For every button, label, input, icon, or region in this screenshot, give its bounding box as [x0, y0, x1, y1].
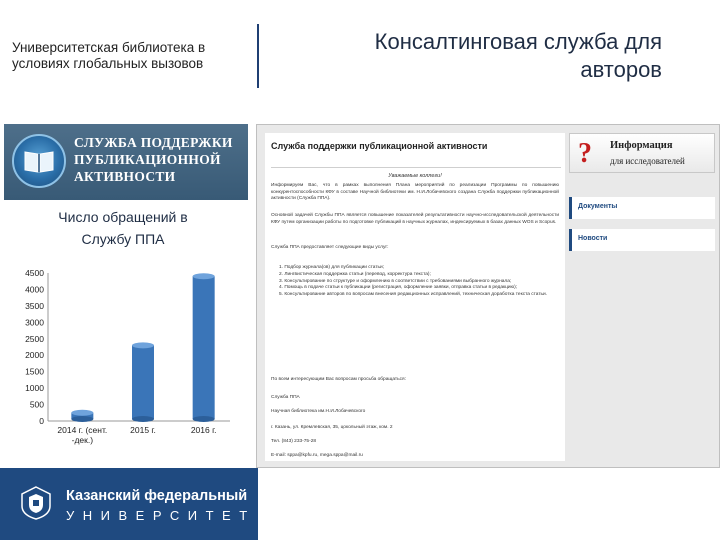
kfu-emblem-icon: [20, 486, 52, 520]
header-subtitle-line2: условиях глобальных вызовов: [12, 56, 204, 71]
services-list: [279, 265, 559, 299]
y-tick-label: 4000: [25, 284, 44, 295]
mission-paragraph: Основной задачей Службы ППА является повышение показателей результативности научно-исследовательской деятельности КФУ путем организации работы по подготовке публикаций в научных журналах, индексируемых в базах данных WOS и Scopus.: [271, 213, 559, 225]
header-subtitle-line1: Университетская библиотека в: [12, 40, 206, 55]
y-tick-label: 2000: [25, 350, 44, 361]
university-name-caps: УНИВЕРСИТЕТ: [66, 508, 256, 523]
y-tick-label: 4500: [25, 268, 44, 278]
chart-bar-base: [71, 416, 93, 422]
intro-paragraph: Информируем Вас, что в рамках выполнения Плана мероприятий по реализации Программы по повышению конкурентоспособности КФУ в составе Научной библиотеки им. Н.И.Лобачевского создана Служба поддержки публикационной активности (Служба ППА).: [271, 183, 559, 202]
x-tick-label: 2016 г.: [190, 425, 217, 435]
service-item: 2. Лингвистическая поддержка статьи (перевод, корректура текста);: [279, 271, 431, 277]
sidebar-item-label: Новости: [578, 235, 608, 242]
website-main-content: [265, 133, 565, 461]
x-tick-label: -дек.): [71, 435, 94, 445]
service-item: 4. Помощь в подаче статьи к публикации (регистрация, оформление заявки, отправка статьи в редакцию);: [279, 285, 518, 291]
website-sidebar: [569, 133, 715, 463]
banner-title-line3: АКТИВНОСТИ: [74, 169, 176, 184]
website-screenshot: [256, 124, 720, 468]
y-tick-label: 2500: [25, 333, 44, 344]
book-icon: [12, 134, 66, 188]
y-tick-label: 1500: [25, 366, 44, 377]
researchers-info-banner[interactable]: [569, 133, 715, 173]
contact-library: Научная библиотека им.Н.И.Лобачевского: [271, 409, 366, 414]
chart-bar-cap: [132, 342, 154, 348]
service-item: 1. Подбор журнала(ов) для публикации статьи;: [279, 265, 385, 270]
chart-bar: [132, 345, 154, 419]
info-banner-line2: для исследователей: [610, 156, 685, 166]
chart-title: [0, 206, 246, 250]
header-divider: [257, 24, 259, 88]
sidebar-item-label: Документы: [578, 203, 618, 210]
chart-bar-base: [132, 416, 154, 422]
service-item: 3. Консультирование по структуре и оформлению в соответствии с требованиями выбранного журнала;: [279, 278, 512, 284]
sidebar-item-documents[interactable]: [569, 197, 715, 219]
chart-bar-cap: [71, 410, 93, 416]
contact-service: Служба ППА: [271, 395, 300, 400]
banner-title-line2: ПУБЛИКАЦИОННОЙ: [74, 152, 221, 167]
slide-title-line1: Консалтинговая служба для: [374, 29, 662, 54]
x-tick-label: 2015 г.: [130, 425, 156, 435]
requests-bar-chart: [0, 255, 256, 465]
website-page-title: Служба поддержки публикационной активности: [271, 141, 488, 151]
x-tick-label: 2014 г. (сент.: [57, 425, 108, 435]
chart-title-line1: Число обращений в: [58, 209, 188, 225]
header-subtitle: [12, 40, 252, 72]
chart-bar-cap: [193, 273, 215, 279]
chart-bar: [193, 276, 215, 419]
y-tick-label: 1000: [25, 383, 44, 394]
contacts-intro: По всем интересующим Вас вопросам просьба обращаться:: [271, 377, 406, 382]
service-banner: [4, 124, 248, 200]
question-mark-icon: ?: [578, 138, 592, 169]
university-logo-strip: [0, 468, 258, 540]
info-banner-line1: Информация: [610, 140, 673, 151]
y-tick-label: 0: [39, 416, 44, 426]
y-tick-label: 500: [29, 399, 44, 410]
slide-title: [282, 28, 662, 84]
chart-bar-base: [193, 416, 215, 422]
service-item: 5. Консультирование авторов по вопросам внесения редакционных исправлений, техническая доработка текста статьи.: [279, 292, 548, 298]
y-tick-label: 3500: [25, 300, 44, 311]
university-name: Казанский федеральный: [66, 488, 248, 504]
contact-address: г. Казань, ул. Кремлевская, 35, цокольный этаж, ком. 2: [271, 425, 393, 430]
contact-email[interactable]: E-mail: sppa@kpfu.ru, mega.sppa@mail.ru: [271, 453, 363, 458]
title-separator: [271, 167, 561, 168]
sidebar-item-news[interactable]: [569, 229, 715, 251]
greeting: Уважаемые коллеги!: [388, 173, 442, 179]
services-intro: Служба ППА предоставляет следующие виды услуг:: [271, 245, 389, 250]
contact-phone: Тел. (843) 233-75-28: [271, 439, 317, 444]
banner-title: [74, 134, 246, 185]
slide-title-line2: авторов: [580, 57, 662, 82]
banner-title-line1: СЛУЖБА ПОДДЕРЖКИ: [74, 135, 233, 150]
y-tick-label: 3000: [25, 317, 44, 328]
chart-title-line2: Службу ППА: [81, 231, 165, 247]
